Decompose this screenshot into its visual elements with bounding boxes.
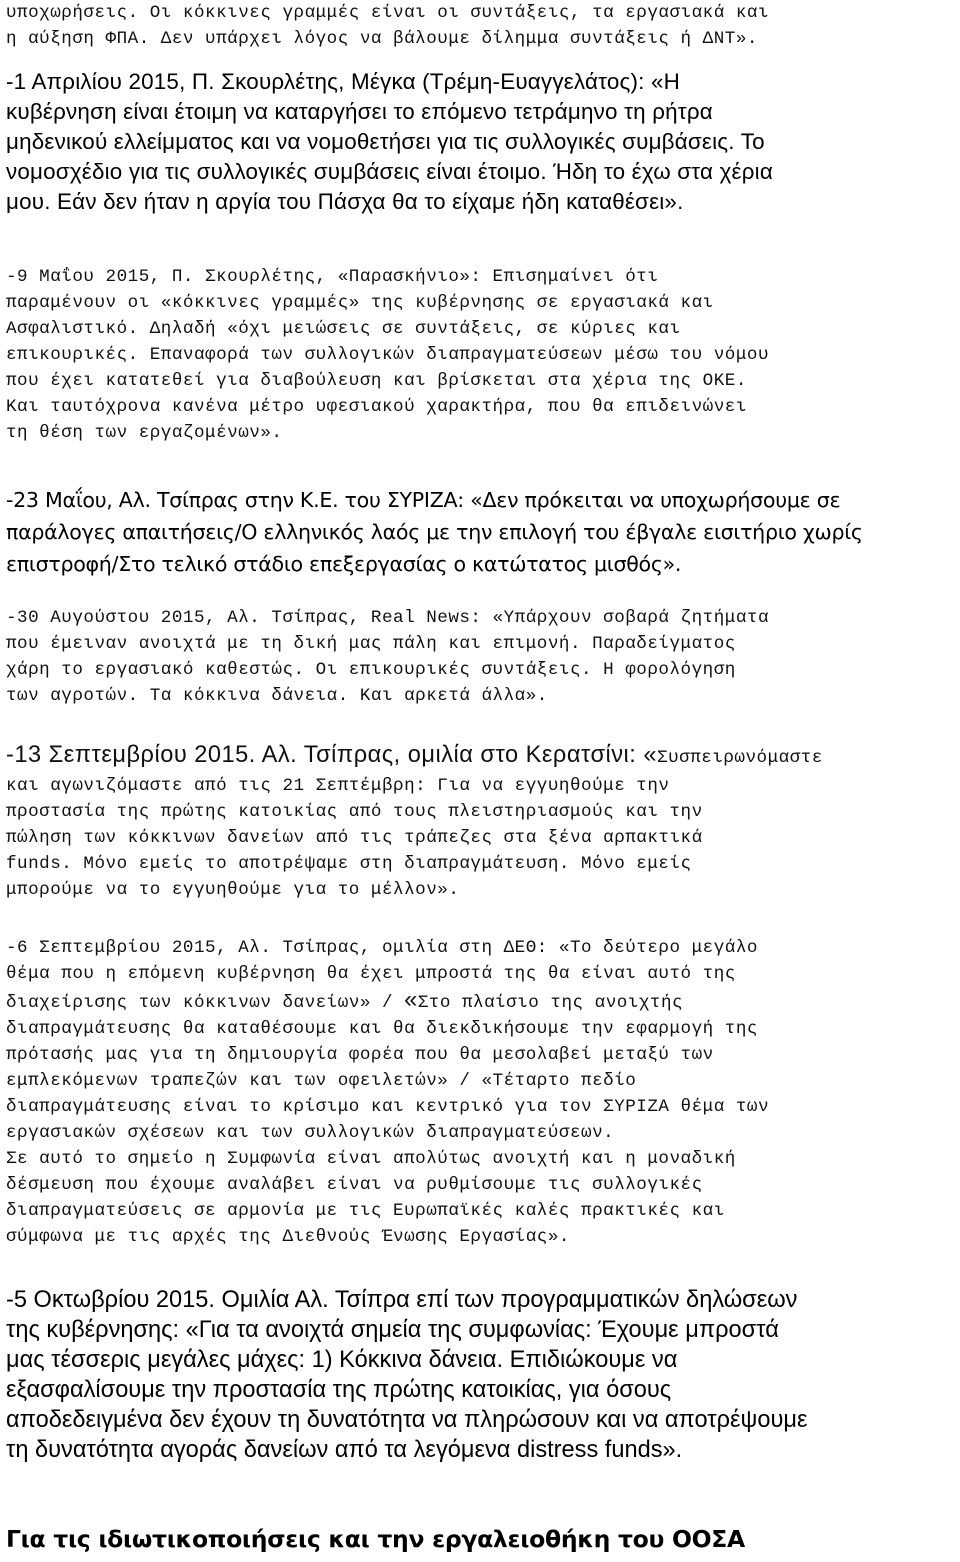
text-line: -23 Μαΐου, Αλ. Τσίπρας στην Κ.Ε. του ΣΥΡΙΖΑ: «Δεν πρόκειται να υποχωρήσουμε σε xyxy=(6,488,841,512)
text-line: -6 Σεπτεμβρίου 2015, Αλ. Τσίπρας, ομιλία στη ΔΕΘ: «Το δεύτερο μεγάλο xyxy=(6,938,758,958)
entry-may-23 xyxy=(6,484,954,580)
text-line: και αγωνιζόμαστε από τις 21 Σεπτέμβρη: Για να εγγυηθούμε την xyxy=(6,776,670,796)
text-line: δέσμευση που έχουμε αναλάβει είναι να ρυθμίσουμε τις συλλογικές xyxy=(6,1175,703,1195)
text-line: μπορούμε να το εγγυηθούμε για το μέλλον». xyxy=(6,880,460,900)
text-segment: -13 Σεπτεμβρίου 2015. Αλ. Τσίπρας, ομιλία στο Κερατσίνι: « xyxy=(6,742,658,768)
text-line: επικουρικές. Επαναφορά των συλλογικών διαπραγματεύσεων μέσω του νόμου xyxy=(6,345,769,365)
text-line: σύμφωνα με τις αρχές της Διεθνούς Ένωσης Εργασίας». xyxy=(6,1227,570,1247)
text-line: funds. Μόνο εμείς το αποτρέψαμε στη διαπραγμάτευση. Μόνο εμείς xyxy=(6,854,692,874)
entry-october-5-2015 xyxy=(6,1285,954,1465)
entry-september-13-2015 xyxy=(6,740,954,903)
text-line: εμπλεκόμενων τραπεζών και των οφειλετών» / «Τέταρτο πεδίο xyxy=(6,1071,637,1091)
text-line: παραμένουν οι «κόκκινες γραμμές» της κυβέρνησης σε εργασιακά και xyxy=(6,293,714,313)
text-line: Σε αυτό το σημείο η Συμφωνία είναι απολύτως ανοιχτή και η μοναδική xyxy=(6,1149,736,1169)
text-line: μηδενικού ελλείμματος και να νομοθετήσει για τις συλλογικές συμβάσεις. Το xyxy=(6,129,765,154)
text-line: η αύξηση ΦΠΑ. Δεν υπάρχει λόγος να βάλουμε δίλημμα συντάξεις ή ΔΝΤ». xyxy=(6,29,758,49)
text-line: τη θέση των εργαζομένων». xyxy=(6,423,283,443)
text-line: -5 Οκτωβρίου 2015. Ομιλία Αλ. Τσίπρα επί των προγραμματικών δηλώσεων xyxy=(6,1287,798,1313)
text-line: αποδεδειγμένα δεν έχουν τη δυνατότητα να πληρώσουν και να αποτρέψουμε xyxy=(6,1407,808,1433)
section-heading: Για τις ιδιωτικοποιήσεις και την εργαλειοθήκη του ΟΟΣΑ xyxy=(6,1525,745,1553)
entry-august-30-2015 xyxy=(6,605,954,709)
text-line: -9 Μαΐου 2015, Π. Σκουρλέτης, «Παρασκήνιο»: Επισημαίνει ότι xyxy=(6,267,659,287)
text-segment: Συσπειρωνόμαστε xyxy=(657,748,823,768)
text-line: προστασία της πρώτης κατοικίας από τους πλειστηριασμούς και την xyxy=(6,802,703,822)
text-line: διαπραγμάτευσης είναι το κρίσιμο και κεντρικό για τον ΣΥΡΙΖΑ θέμα των xyxy=(6,1097,769,1117)
text-segment: « xyxy=(404,987,418,1013)
text-line: πρότασής μας για τη δημιουργία φορέα που θα μεσολαβεί μεταξύ των xyxy=(6,1045,714,1065)
entry-may-9-2015 xyxy=(6,264,954,446)
paragraph-continuation xyxy=(6,0,954,52)
text-line: -1 Απριλίου 2015, Π. Σκουρλέτης, Μέγκα (Τρέμη-Ευαγγελάτος): «Η xyxy=(6,69,680,94)
text-line: επιστροφή/Στο τελικό στάδιο επεξεργασίας ο κατώτατος μισθός». xyxy=(6,552,682,576)
text-line: νομοσχέδιο για τις συλλογικές συμβάσεις είναι έτοιμο. Ήδη το έχω στα χέρια xyxy=(6,159,773,184)
text-line: τη δυνατότητα αγοράς δανείων από τα λεγόμενα distress funds». xyxy=(6,1437,683,1463)
entry-september-6-2015 xyxy=(6,935,954,1250)
text-line: κυβέρνηση είναι έτοιμη να καταργήσει το επόμενο τετράμηνο τη ρήτρα xyxy=(6,99,713,124)
text-line: χάρη το εργασιακό καθεστώς. Οι επικουρικές συντάξεις. Η φορολόγηση xyxy=(6,660,736,680)
text-line: μου. Εάν δεν ήταν η αργία του Πάσχα θα το είχαμε ήδη καταθέσει». xyxy=(6,189,684,214)
text-line: που έχει κατατεθεί για διαβούλευση και βρίσκεται στα χέρια της ΟΚΕ. xyxy=(6,371,747,391)
text-line: Ασφαλιστικό. Δηλαδή «όχι μειώσεις σε συντάξεις, σε κύριες και xyxy=(6,319,681,339)
text-line: υποχωρήσεις. Οι κόκκινες γραμμές είναι οι συντάξεις, τα εργασιακά και xyxy=(6,3,769,23)
entry-april-1-2015 xyxy=(6,67,954,217)
text-line: διαπραγματεύσεις σε αρμονία με τις Ευρωπαϊκές καλές πρακτικές και xyxy=(6,1201,725,1221)
text-line: της κυβέρνησης: «Για τα ανοιχτά σημεία της συμφωνίας: Έχουμε μπροστά xyxy=(6,1317,779,1343)
text-line: μας τέσσερις μεγάλες μάχες: 1) Κόκκινα δάνεια. Επιδιώκουμε να xyxy=(6,1347,678,1373)
text-segment: διαχείρισης των κόκκινων δανείων» / xyxy=(6,993,405,1013)
text-line: -30 Αυγούστου 2015, Αλ. Τσίπρας, Real News: «Υπάρχουν σοβαρά ζητήματα xyxy=(6,608,769,628)
text-line-mixed xyxy=(6,740,954,773)
text-line: εξασφαλίσουμε την προστασία της πρώτης κατοικίας, για όσους xyxy=(6,1377,672,1403)
text-line: που έμειναν ανοιχτά με τη δική μας πάλη και επιμονή. Παραδείγματος xyxy=(6,634,736,654)
text-line-mixed xyxy=(6,987,954,1016)
text-line: εργασιακών σχέσεων και των συλλογικών διαπραγματεύσεων. xyxy=(6,1123,615,1143)
text-line: των αγροτών. Τα κόκκινα δάνεια. Και αρκετά άλλα». xyxy=(6,686,548,706)
text-line: Και ταυτόχρονα κανένα μέτρο υφεσιακού χαρακτήρα, που θα επιδεινώνει xyxy=(6,397,747,417)
text-line: διαπραγμάτευσης θα καταθέσουμε και θα διεκδικήσουμε την εφαρμογή της xyxy=(6,1019,758,1039)
text-line: πώληση των κόκκινων δανείων από τις τράπεζες στα ξένα αρπακτικά xyxy=(6,828,703,848)
text-line: παράλογες απαιτήσεις/Ο ελληνικός λαός με την επιλογή του έβγαλε εισιτήριο χωρίς xyxy=(6,520,863,544)
text-line: θέμα που η επόμενη κυβέρνηση θα έχει μπροστά της θα είναι αυτό της xyxy=(6,964,736,984)
text-segment: Στο πλαίσιο της ανοιχτής xyxy=(417,993,684,1013)
